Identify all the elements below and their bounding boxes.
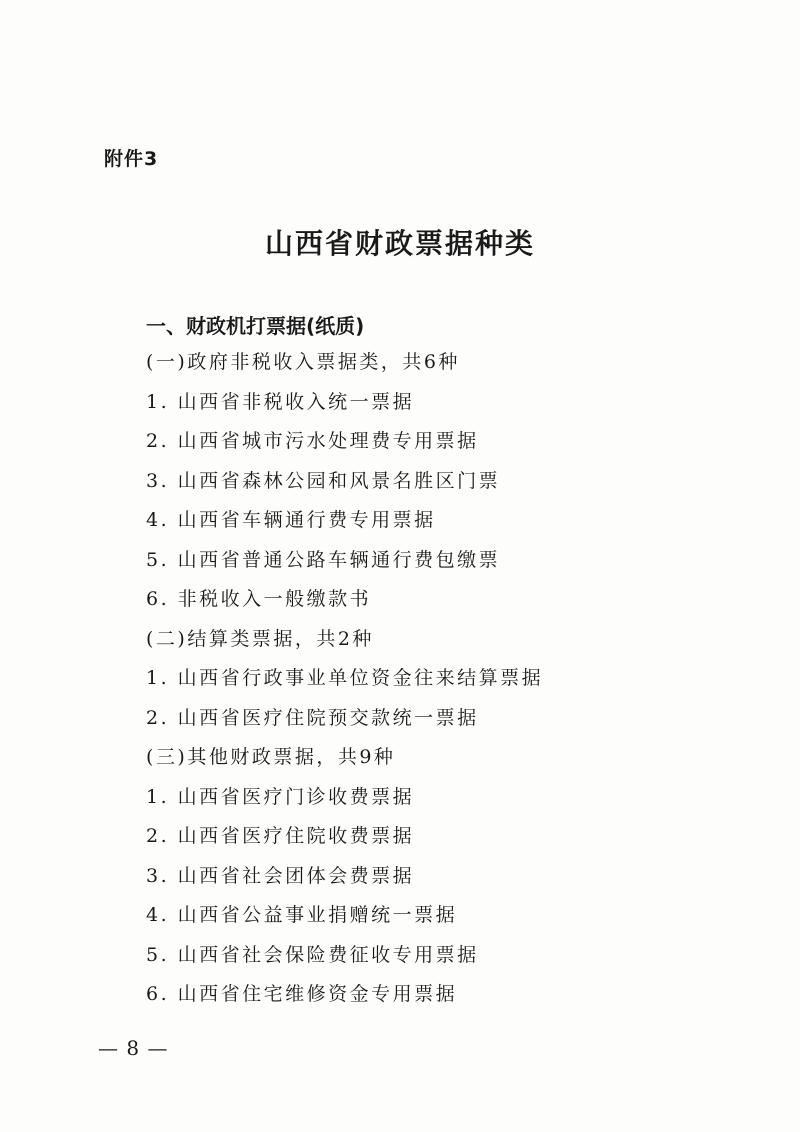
list-item: 5. 山西省普通公路车辆通行费包缴票 — [146, 548, 501, 571]
list-item: 3. 山西省森林公园和风景名胜区门票 — [146, 469, 501, 492]
list-item: 3. 山西省社会团体会费票据 — [146, 864, 415, 887]
list-item: 5. 山西省社会保险费征收专用票据 — [146, 943, 479, 966]
list-item: 2. 山西省医疗住院收费票据 — [146, 825, 415, 847]
section-heading: 一、财政机打票据(纸质) — [146, 314, 365, 338]
document-title: 山西省财政票据种类 — [264, 227, 535, 260]
list-item: 1. 山西省医疗门诊收费票据 — [146, 785, 415, 808]
body-lines — [146, 343, 543, 1015]
list-item: 2. 山西省城市污水处理费专用票据 — [146, 430, 479, 452]
list-item: 4. 山西省车辆通行费专用票据 — [146, 509, 436, 531]
subsection-heading: (二)结算类票据，共2种 — [146, 627, 374, 650]
list-item: 1. 山西省非税收入统一票据 — [146, 390, 415, 413]
list-item: 2. 山西省医疗住院预交款统一票据 — [146, 706, 479, 729]
subsection-heading: (一)政府非税收入票据类，共6种 — [146, 351, 460, 373]
subsection-heading: (三)其他财政票据，共9种 — [146, 746, 396, 768]
list-item: 4. 山西省公益事业捐赠统一票据 — [146, 904, 458, 926]
page-number: — 8 — — [98, 1036, 169, 1060]
attachment-label: 附件3 — [104, 148, 159, 170]
list-item: 6. 非税收入一般缴款书 — [146, 588, 372, 610]
list-item: 1. 山西省行政事业单位资金往来结算票据 — [146, 667, 544, 689]
list-item: 6. 山西省住宅维修资金专用票据 — [146, 983, 458, 1005]
